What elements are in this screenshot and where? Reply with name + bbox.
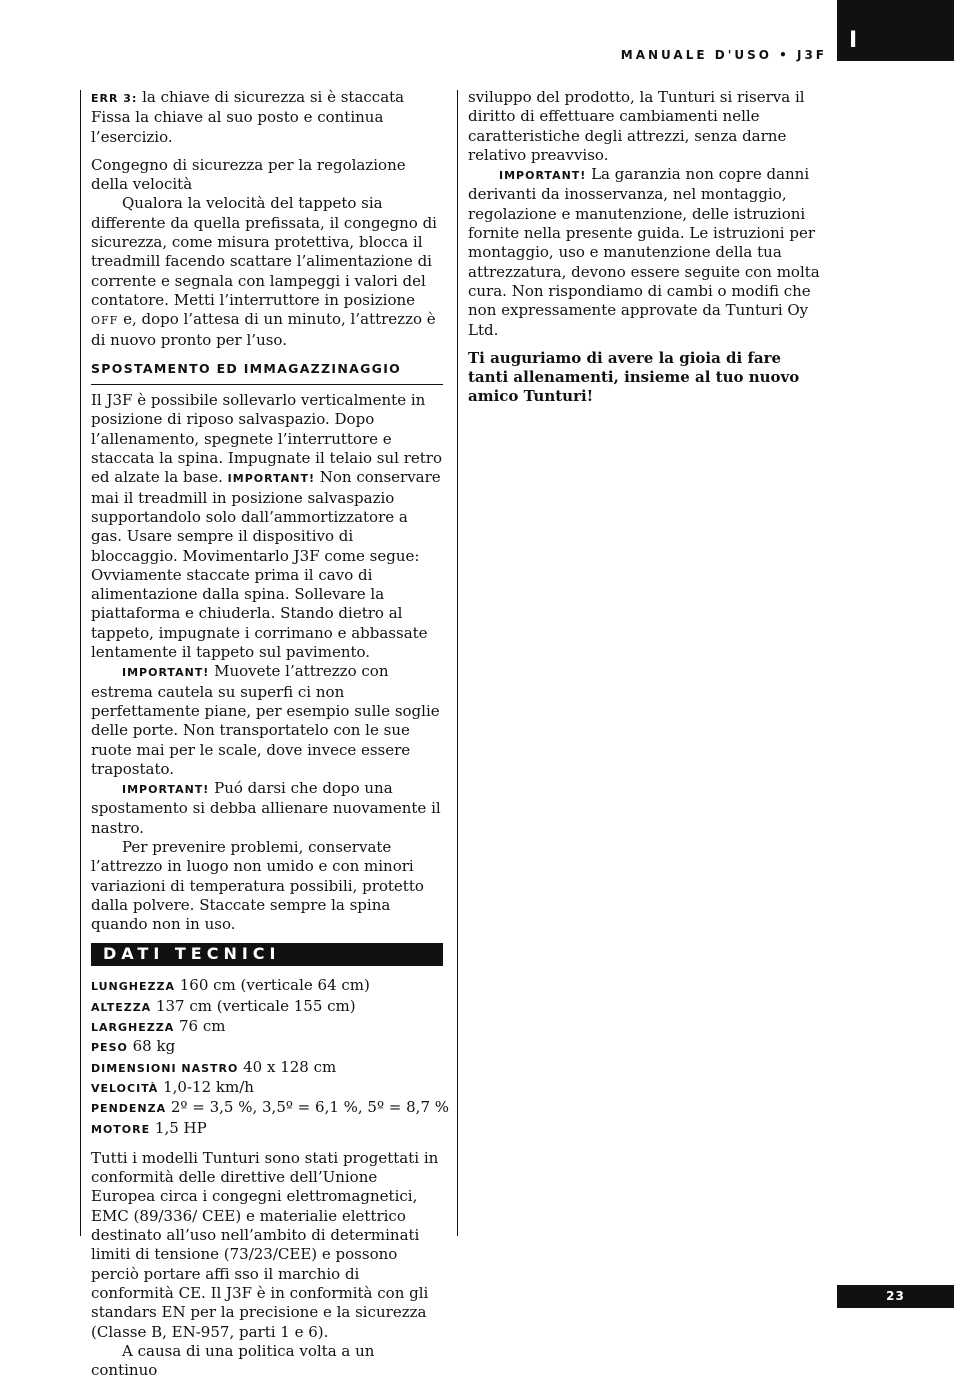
policy-paragraph-continued: sviluppo del prodotto, la Tunturi si riserva il diritto di effettuare cambiamenti nelle caratteristiche degli attrezzi, senza darne relativo preavviso.	[468, 88, 805, 164]
spec-row: LUNGHEZZA 160 cm (verticale 64 cm)	[91, 976, 370, 995]
err3-label: ERR 3:	[91, 92, 138, 105]
left-column-rule	[80, 90, 81, 1236]
language-tab-label: I	[849, 28, 858, 53]
storage-paragraph-4: Per prevenire problemi, conservate l’attrezzo in luogo non umido e con minori variazioni di temperatura possibili, protetto dalla polvere. Staccate sempre la spina quando non in uso.	[91, 837, 424, 934]
speed-safety-text: Qualora la velocità del tappeto sia differente da quella prefissata, il congegno di sicurezza, come misura protettiva, blocca il treadmill facendo scattare l’alimentazione di corrente e segnala con lampeggi i valori del contatore. Metti l’interruttore in posizione OFF e, dopo l’attesa di un minuto, l’attrezzo è di nuovo pronto per l’uso.	[91, 194, 437, 349]
err3-paragraph	[91, 88, 443, 147]
speed-safety-title: Congegno di sicurezza per la regolazione della velocità	[91, 155, 406, 194]
right-column	[468, 88, 820, 416]
spec-row: LARGHEZZA 76 cm	[91, 1017, 226, 1036]
storage-paragraph-3: IMPORTANT! Puó darsi che dopo una spostamento si debba allienare nuovamente il nastro.	[91, 779, 441, 837]
page-number: 23	[837, 1285, 954, 1308]
important-label: IMPORTANT!	[499, 169, 587, 183]
off-label: OFF	[91, 314, 119, 328]
important-label: IMPORTANT!	[227, 472, 315, 486]
important-label: IMPORTANT!	[122, 783, 210, 797]
conformity-paragraph: Tutti i modelli Tunturi sono stati progettati in conformità delle direttive dell’Unione Europea circa i congegni elettromagnetici, EMC (89/336/ CEE) e materialie elettrico destinato all’uso nell’ambito di determinati limiti di tensione (73/23/CEE) e possono perciò portare affi sso il marchio di conformità CE. Il J3F è in conformità con gli standars EN per la precisione e la sicurezza (Classe B, EN-957, parti 1 e 6).	[91, 1148, 439, 1341]
spec-row: MOTORE 1,5 HP	[91, 1118, 207, 1137]
important-label: IMPORTANT!	[122, 666, 210, 680]
spec-row: ALTEZZA 137 cm (verticale 155 cm)	[91, 996, 356, 1015]
spec-list	[91, 976, 450, 1138]
closing-paragraph: Ti auguriamo di avere la gioia di fare tanti allenamenti, insieme al tuo nuovo amico Tunturi!	[468, 348, 800, 406]
spec-row: VELOCITÀ 1,0-12 km/h	[91, 1077, 254, 1096]
center-column-rule	[457, 90, 458, 1236]
policy-paragraph-start: A causa di una politica volta a un continuo	[91, 1341, 375, 1380]
spec-row: PENDENZA 2º = 3,5 %, 3,5º = 6,1 %, 5º = 8,7 %	[91, 1098, 450, 1117]
storage-heading: SPOSTAMENTO ED IMMAGAZZINAGGIO	[91, 359, 443, 385]
err3-text: la chiave di sicurezza si è staccata Fissa la chiave al suo posto e continua l’esercizio.	[91, 88, 405, 146]
spec-row: PESO 68 kg	[91, 1037, 176, 1056]
running-title: MANUALE D'USO • J3F	[620, 48, 827, 62]
left-column	[91, 88, 450, 1380]
warranty-paragraph: IMPORTANT! La garanzia non copre danni derivanti da inosservanza, nel montaggio, regolazione e manutenzione, delle istruzioni fornite nella presente guida. Le istruzioni per montaggio, uso e manutenzione della tua attrezzatura, devono essere seguite con molta cura. Non rispondiamo di cambi o modifi che non expressamente approvate da Tunturi Oy Ltd.	[468, 165, 820, 339]
storage-paragraph-1: Il J3F è possibile sollevarlo verticalmente in posizione di riposo salvaspazio. Dopo l’allenamento, spegnete l’interruttore e staccata la spina. Impugnate il telaio sul retro ed alzate la base. IMPORTANT! Non conservare mai il treadmill in posizione salvaspazio supportandolo solo dall’ammortizzatore a gas. Usare sempre il dispositivo di bloccaggio. Movimentarlo J3F come segue: Ovviamente staccate prima il cavo di alimentazione dalla spina. Sollevare la piattaforma e chiuderla. Stando dietro al tappeto, impugnate i corrimano e abbassate lentamente il tappeto sul pavimento.	[91, 391, 442, 662]
language-tab	[837, 0, 954, 61]
tech-data-heading: DATI TECNICI	[91, 943, 443, 966]
spec-row: DIMENSIONI NASTRO 40 x 128 cm	[91, 1057, 337, 1076]
storage-paragraph-2: IMPORTANT! Muovete l’attrezzo con estrema cautela su superfi ci non perfettamente piane, per esempio sulle soglie delle porte. Non transportatelo con le sue ruote mai per le scale, dove invece essere trapostato.	[91, 662, 440, 778]
